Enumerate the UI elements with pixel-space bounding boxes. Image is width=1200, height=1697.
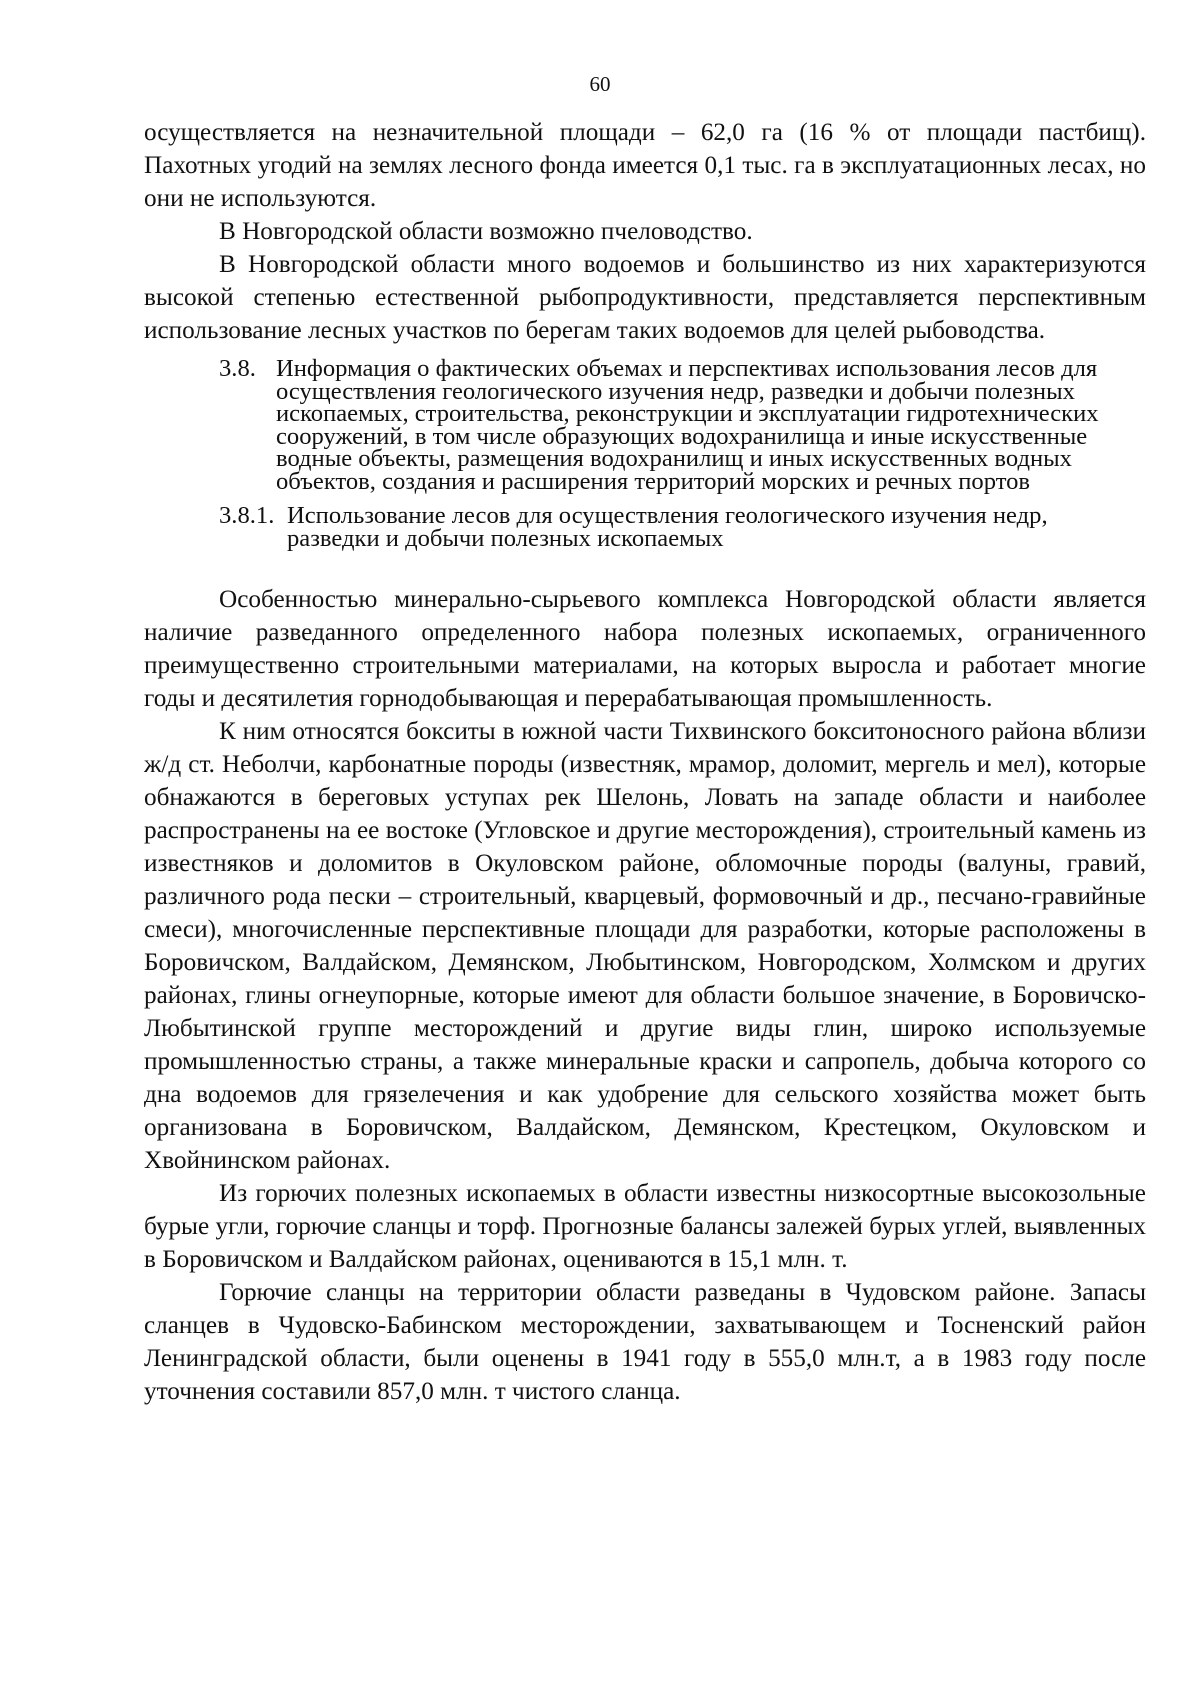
- section-heading-3-8: [219, 355, 1146, 495]
- section-number: 3.8.1.: [219, 502, 275, 529]
- section-number: 3.8.: [219, 355, 256, 382]
- paragraph-mineral-list: К ним относятся бокситы в южной части Тихвинского бокситоносного района вблизи ж/д ст. Неболчи, карбонатные породы (известняк, мрамор, доломит, мергель и мел), которые обнажаются в береговых уступах рек Шелонь, Ловать на западе области и наиболее распространены на ее востоке (Угловское и другие месторождения), строительный камень из известняков и доломитов в Окуловском районе, обломочные породы (валуны, гравий, различного рода пески – строительный, кварцевый, формовочный и др., песчано-гравийные смеси), многочисленные перспективные площади для разработки, которые расположены в Боровичском, Валдайском, Демянском, Любытинском, Новгородском, Холмском и других районах, глины огнеупорные, которые имеют для области большое значение, в Боровичско-Любытинской группе месторождений и другие виды глин, широко используемые промышленностью страны, а также минеральные краски и сапропель, добыча которого со дна водоемов для грязелечения и как удобрение для сельского хозяйства может быть организована в Боровичском, Валдайском, Демянском, Крестецком, Окуловском и Хвойнинском районах.: [144, 718, 1146, 1174]
- section-heading-3-8-1: [219, 502, 1146, 552]
- section-title: Информация о фактических объемах и перспективах использования лесов для осуществления геологического изучения недр, разведки и добычи полезных ископаемых, строительства, реконструкции и эксплуатации гидротехнических сооружений, в том числе образующих водохранилища и иные искусственные водные объекты, размещения водохранилищ и иных искусственных водных объектов, создания и расширения территорий морских и речных портов: [276, 355, 1099, 495]
- paragraph-oil-shale: Горючие сланцы на территории области разведаны в Чудовском районе. Запасы сланцев в Чудовско-Бабинском месторождении, захватывающем и Тосненский район Ленинградской области, были оценены в 1941 году в 555,0 млн.т, а в 1983 году после уточнения составили 857,0 млн. т чистого сланца.: [144, 1279, 1146, 1405]
- page-number: 60: [589, 72, 611, 96]
- paragraph-fish-farming: В Новгородской области много водоемов и большинство из них характеризуются высокой степенью естественной рыбопродуктивности, представляется перспективным использование лесных участков по берегам таких водоемов для целей рыбоводства.: [144, 251, 1146, 344]
- page-content: [144, 116, 1146, 1408]
- paragraph-mineral-complex: Особенностью минерально-сырьевого комплекса Новгородской области является наличие разведанного определенного набора полезных ископаемых, ограниченного преимущественно строительными материалами, на которых выросла и работает многие годы и десятилетия горнодобывающая и перерабатывающая промышленность.: [144, 586, 1146, 712]
- section-title: Использование лесов для осуществления геологического изучения недр, разведки и добычи полезных ископаемых: [287, 502, 1048, 552]
- paragraph-continuation: осуществляется на незначительной площади – 62,0 га (16 % от площади пастбищ). Пахотных угодий на землях лесного фонда имеется 0,1 тыс. га в эксплуатационных лесах, но они не используются.: [144, 119, 1146, 212]
- paragraph-fuel-minerals: Из горючих полезных ископаемых в области известны низкосортные высокозольные бурые угли, горючие сланцы и торф. Прогнозные балансы залежей бурых углей, выявленных в Боровичском и Валдайском районах, оцениваются в 15,1 млн. т.: [144, 1180, 1146, 1273]
- paragraph-beekeeping: В Новгородской области возможно пчеловодство.: [219, 218, 753, 245]
